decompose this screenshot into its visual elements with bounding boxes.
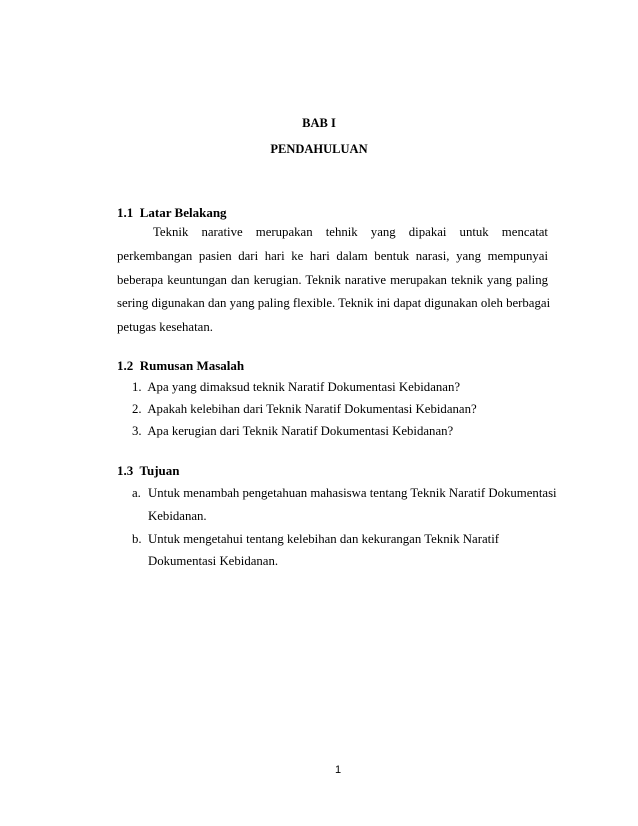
- list-text: Apa kerugian dari Teknik Naratif Dokumentasi Kebidanan?: [147, 424, 454, 438]
- list-item: [132, 424, 453, 439]
- list-text: Untuk mengetahui tentang kelebihan dan kekurangan Teknik Naratif: [148, 532, 500, 546]
- list-text: Apakah kelebihan dari Teknik Naratif Dokumentasi Kebidanan?: [147, 402, 477, 416]
- paragraph-line: petugas kesehatan.: [117, 320, 213, 334]
- list-marker: 2.: [132, 402, 142, 416]
- list-item: [132, 402, 477, 417]
- section-title: Latar Belakang: [139, 205, 227, 220]
- list-text: Kebidanan.: [148, 509, 207, 523]
- page-number: 1: [334, 764, 342, 776]
- list-text: Dokumentasi Kebidanan.: [148, 554, 279, 568]
- section-heading-rumusan-masalah: [117, 358, 244, 374]
- section-heading-tujuan: [117, 463, 180, 479]
- paragraph-line: beberapa keuntungan dan kerugian. Teknik narative merupakan teknik yang paling: [117, 273, 548, 287]
- section-number: 1.3: [117, 463, 134, 478]
- paragraph-line: Teknik narative merupakan tehnik yang dipakai untuk mencatat: [153, 225, 548, 239]
- list-marker: 3.: [132, 424, 142, 438]
- list-marker: a.: [132, 486, 141, 500]
- section-heading-latar-belakang: [117, 205, 227, 221]
- section-number: 1.1: [117, 205, 134, 220]
- section-number: 1.2: [117, 358, 134, 373]
- list-marker: b.: [132, 532, 142, 546]
- chapter-label: BAB I: [302, 116, 336, 130]
- paragraph-line: sering digunakan dan yang paling flexible. Teknik ini dapat digunakan oleh berbagai: [117, 296, 551, 310]
- list-item: [132, 380, 460, 395]
- section-title: Rumusan Masalah: [139, 358, 245, 373]
- chapter-title: PENDAHULUAN: [270, 142, 368, 156]
- list-text: Untuk menambah pengetahuan mahasiswa tentang Teknik Naratif Dokumentasi: [148, 486, 557, 500]
- list-text: Apa yang dimaksud teknik Naratif Dokumentasi Kebidanan?: [147, 380, 461, 394]
- paragraph-line: perkembangan pasien dari hari ke hari dalam bentuk narasi, yang mempunyai: [117, 249, 548, 263]
- section-title: Tujuan: [139, 463, 180, 478]
- list-marker: 1.: [132, 380, 142, 394]
